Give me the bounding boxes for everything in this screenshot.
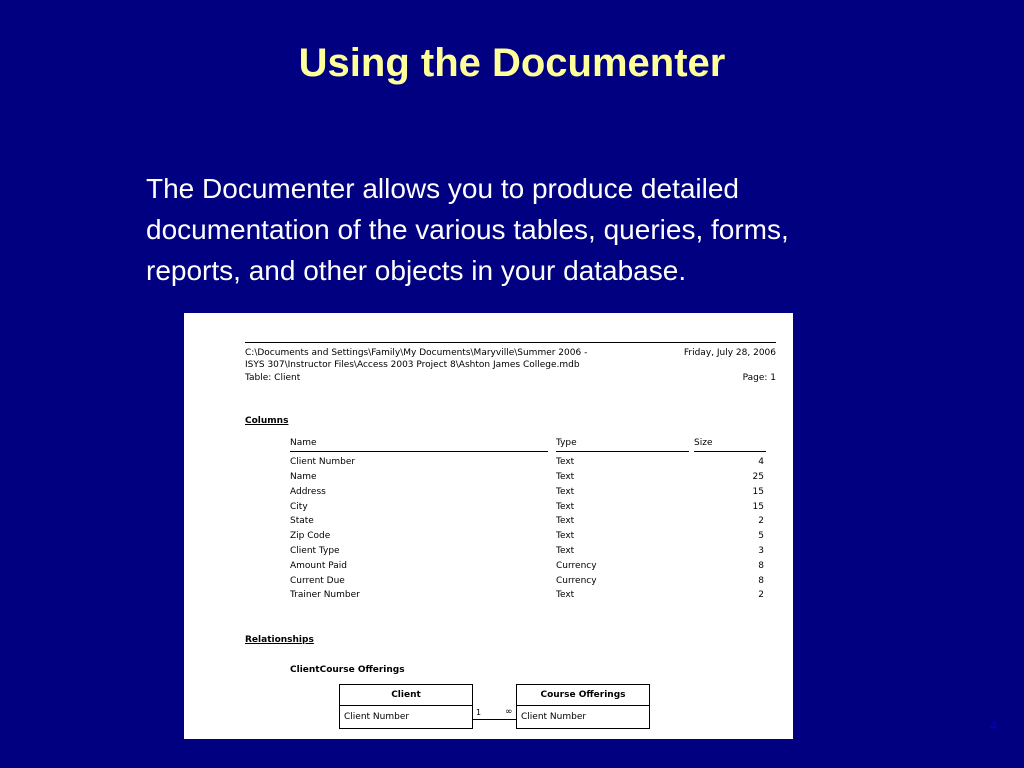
relationship-table-title: Client — [340, 685, 472, 706]
column-name-cell: City — [290, 502, 308, 512]
column-name-cell: Current Due — [290, 576, 345, 586]
column-name-cell: Zip Code — [290, 531, 331, 541]
column-size-cell: 2 — [758, 516, 764, 526]
relationship-table-client — [339, 684, 473, 729]
report-table-label: Table: Client — [245, 373, 301, 383]
column-type-cell: Currency — [556, 561, 597, 571]
body-line: The Documenter allows you to produce detailed — [146, 173, 740, 204]
report-page-label: Page: 1 — [742, 373, 776, 383]
column-name-cell: Amount Paid — [290, 561, 347, 571]
header-underline-size — [694, 451, 766, 452]
column-type-cell: Currency — [556, 576, 597, 586]
slide-page-number: 4 — [990, 718, 998, 733]
relationship-table-field: Client Number — [521, 712, 587, 722]
column-type-cell: Text — [556, 531, 575, 541]
column-type-cell: Text — [556, 516, 575, 526]
relationships-heading: Relationships — [245, 635, 314, 645]
column-size-cell: 8 — [758, 561, 764, 571]
documenter-report-image — [184, 313, 793, 739]
relationship-table-field: Client Number — [344, 712, 410, 722]
column-header-type: Type — [556, 438, 577, 448]
column-size-cell: 2 — [758, 590, 764, 600]
body-line: documentation of the various tables, queries, forms, — [146, 214, 789, 245]
column-type-cell: Text — [556, 546, 575, 556]
column-header-name: Name — [290, 438, 317, 448]
relationship-name: ClientCourse Offerings — [290, 665, 405, 675]
column-type-cell: Text — [556, 472, 575, 482]
slide-body-text — [146, 168, 946, 291]
cardinality-one-label: 1 — [476, 708, 482, 717]
slide-title: Using the Documenter — [298, 41, 726, 85]
report-path-line1: C:\Documents and Settings\Family\My Documents\Maryville\Summer 2006 - — [245, 348, 588, 358]
column-type-cell: Text — [556, 487, 575, 497]
column-size-cell: 4 — [758, 457, 764, 467]
relationship-table-course-offerings — [516, 684, 650, 729]
column-size-cell: 15 — [752, 502, 764, 512]
column-name-cell: Trainer Number — [290, 590, 360, 600]
body-line: reports, and other objects in your database. — [146, 255, 687, 286]
column-size-cell: 8 — [758, 576, 764, 586]
column-size-cell: 15 — [752, 487, 764, 497]
column-name-cell: State — [290, 516, 314, 526]
report-date: Friday, July 28, 2006 — [683, 348, 776, 358]
header-underline-type — [556, 451, 689, 452]
column-type-cell: Text — [556, 590, 575, 600]
column-header-size: Size — [694, 438, 713, 448]
column-size-cell: 25 — [752, 472, 764, 482]
column-size-cell: 3 — [758, 546, 764, 556]
header-rule — [245, 342, 776, 343]
cardinality-many-label: ∞ — [505, 707, 513, 717]
column-name-cell: Name — [290, 472, 317, 482]
relationship-join-line — [473, 719, 516, 720]
column-name-cell: Address — [290, 487, 326, 497]
column-type-cell: Text — [556, 502, 575, 512]
header-underline-name — [290, 451, 548, 452]
column-name-cell: Client Number — [290, 457, 356, 467]
report-path-line2: ISYS 307\Instructor Files\Access 2003 Project 8\Ashton James College.mdb — [245, 360, 580, 370]
columns-heading: Columns — [245, 416, 289, 426]
column-size-cell: 5 — [758, 531, 764, 541]
column-name-cell: Client Type — [290, 546, 340, 556]
relationship-table-title: Course Offerings — [517, 685, 649, 706]
column-type-cell: Text — [556, 457, 575, 467]
